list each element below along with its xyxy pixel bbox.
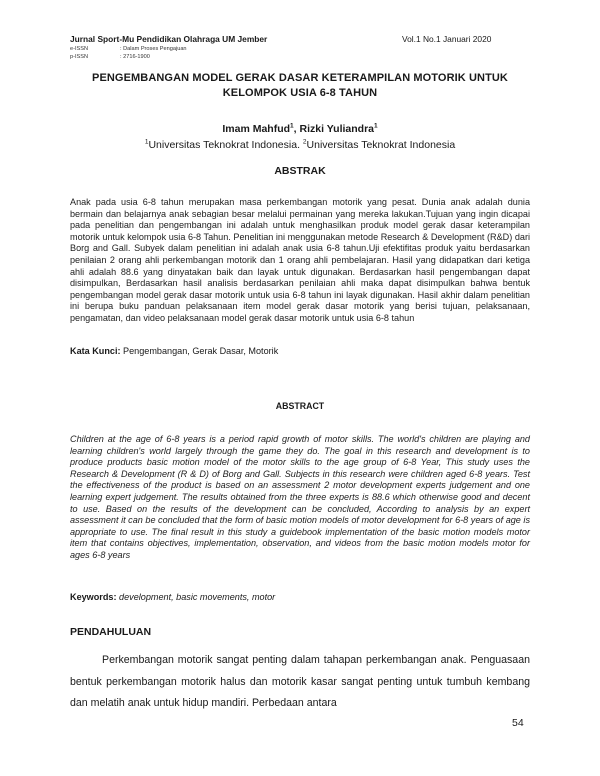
journal-volume: Vol.1 No.1 Januari 2020	[402, 34, 492, 44]
pissn-value: : 2716-1900	[120, 54, 150, 60]
affiliation-line	[70, 139, 530, 151]
affil-mark: 2	[302, 138, 307, 146]
paper-title: PENGEMBANGAN MODEL GERAK DASAR KETERAMPILAN MOTORIK UNTUK KELOMPOK USIA 6-8 TAHUN	[92, 72, 508, 99]
affiliation: Universitas Teknokrat Indonesia	[306, 139, 456, 151]
author-name: Rizki Yuliandra	[299, 123, 374, 135]
abstrak-heading: ABSTRAK	[274, 165, 326, 177]
author-affil-mark: 1	[290, 122, 294, 130]
kata-kunci	[70, 346, 530, 356]
abstrak-text: Anak pada usia 6-8 tahun merupakan masa perkembangan motorik yang pesat. Dunia anak adalah dunia bermain dan belajarnya anak sebagian besar melalui permainan yang mereka lakukan.Tujuan yang ingin dicapai pada penelitian dan pengembangan ini adalah untuk menghasilkan produk model gerak dasar keterampilan motorik untuk kelompok usia 6-8 Tahun. Penelitian ini menggunakan metode Research & Development (R&D) dari Borg and Gall. Subyek dalam penelitian ini adalah anak usia 6-8 tahun.Uji efektifitas produk yaitu berdasarkan penilaian 2 orang ahli perkembangan motorik dan 1 orang ahli pembelajaran. Hasil yang didapatkan dari ketiga ahli adalah 88.6 yang dinyatakan baik dan layak untuk digunakan. Berdasarkan hasil pengembangan dapat disimpulkan, Berdasarkan hasil analisis berdasarkan penilaian ahli maka dapat disimpulkan bahwa bentuk pengembangan model gerak dasar motorik untuk usia 6-8 tahun ini layak digunakan. Hasil akhir dalam penelitian ini berupa buku panduan pelaksanaan item model gerak dasar motorik yang berisi tujuan, pelaksanaan, pengamatan, dan video pelaksanaan model gerak dasar motorik untuk usia 6-8 tahun	[70, 197, 530, 323]
keywords-values: development, basic movements, motor	[116, 592, 276, 602]
keywords-label: Keywords:	[70, 592, 117, 602]
author-separator: ,	[293, 123, 300, 135]
pendahuluan-text: Perkembangan motorik sangat penting dalam tahapan perkembangan anak. Penguasaan bentuk perkembangan motorik halus dan motorik kasar sangat penting untuk tumbuh kembang dan melatih anak untuk hidup mandiri. Perbedaan antara	[70, 654, 530, 709]
abstract-text: Children at the age of 6-8 years is a period rapid growth of motor skills. The world's children are playing and learning children's world largely through the game they do. The goal in this research and development is to produce products basic motion model of the motor skills to the age group of 6-8 Year, This study uses the Research & Development (R & D) of Borg and Gall. Subjects in this research were children aged 6-8 years. Test the effectiveness of the product is based on an assessment 2 motor development experts judgement and one learning expert judgement. The results obtained from the three experts is 88.6 which otherwise good and decent to use. Based on the results of the development can be concluded, According to analysis by an expert assessment it can be concluded that the form of basic motion models of motor development for 6-8 years of age is appropriate to use. The final result in this study a guidebook implementation of the basic motion models motor item that contains objectives, implementation, observation, and videos from the basic motion models motor for ages 6-8 years	[70, 434, 530, 560]
affil-mark: 1	[144, 138, 149, 146]
author-list	[70, 123, 530, 135]
kata-kunci-values: Pengembangan, Gerak Dasar, Motorik	[120, 346, 279, 356]
pissn-line	[70, 54, 150, 60]
keywords	[70, 592, 530, 602]
section-heading-pendahuluan: PENDAHULUAN	[70, 626, 152, 638]
affiliation: Universitas Teknokrat Indonesia.	[148, 139, 303, 151]
page-number: 54	[512, 717, 524, 729]
abstract-heading: ABSTRACT	[275, 401, 325, 411]
eissn-value: : Dalam Proses Pengajuan	[120, 46, 187, 52]
eissn-label: e-ISSN	[70, 46, 89, 52]
author-name: Imam Mahfud	[222, 123, 291, 135]
pissn-label: p-ISSN	[70, 54, 89, 60]
kata-kunci-label: Kata Kunci:	[70, 346, 121, 356]
eissn-line	[70, 46, 187, 52]
author-affil-mark: 1	[374, 122, 378, 130]
journal-name: Jurnal Sport-Mu Pendidikan Olahraga UM Jember	[70, 34, 268, 44]
